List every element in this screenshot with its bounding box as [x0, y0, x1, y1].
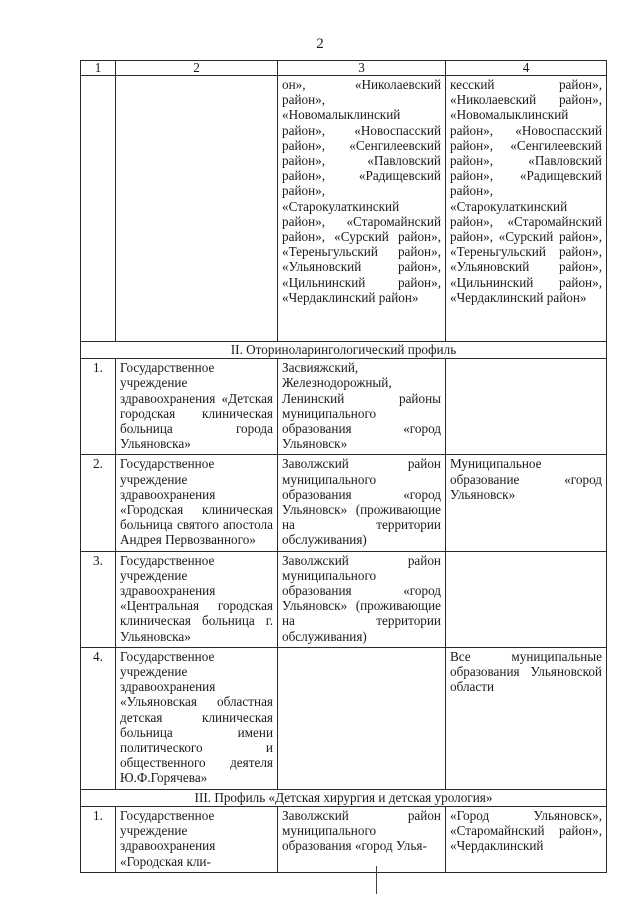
service-area-cell: Заволжский район муниципального образования «город Ульяновск» (проживающие на территории обслуживания) — [278, 551, 446, 647]
column-header: 3 — [278, 61, 446, 76]
organization-cell: Государственное учреждение здравоохранения «Городская клиническая больница святого апостола Андрея Первозванного» — [116, 455, 278, 551]
table-row — [81, 359, 607, 455]
referral-table — [80, 60, 607, 873]
organization-cell: Государственное учреждение здравоохранения «Ульяновская областная детская клиническая больница имени политического и общественного деятеля Ю.Ф.Горячева» — [116, 647, 278, 789]
table-row — [81, 806, 607, 872]
section-heading: III. Профиль «Детская хирургия и детская урология» — [81, 789, 607, 806]
table-header-row — [81, 61, 607, 76]
row-number: 2. — [81, 455, 116, 551]
additional-area-cell — [446, 359, 607, 455]
additional-area-cell: «Город Ульяновск», «Старомайнский район», «Чердаклинский — [446, 806, 607, 872]
page-number: 2 — [316, 36, 324, 52]
service-area-cell: Засвияжский, Железнодорожный, Ленинский районы муниципального образования «город Ульяновск» — [278, 359, 446, 455]
table-row — [81, 551, 607, 647]
section-heading-row — [81, 789, 607, 806]
additional-area-cell — [446, 551, 607, 647]
table-row — [81, 76, 607, 342]
organization-cell: Государственное учреждение здравоохранения «Центральная городская клиническая больница г. Ульяновска» — [116, 551, 278, 647]
section-heading-row — [81, 342, 607, 359]
row-number: 1. — [81, 806, 116, 872]
additional-area-cell: Все муниципальные образования Ульяновской области — [446, 647, 607, 789]
column-header: 1 — [81, 61, 116, 76]
table-row — [81, 455, 607, 551]
additional-area-cell: Муниципальное образование «город Ульяновск» — [446, 455, 607, 551]
service-area-cell: Заволжский район муниципального образования «город Улья- — [278, 806, 446, 872]
row-number: 4. — [81, 647, 116, 789]
row-number: 3. — [81, 551, 116, 647]
organization-cell: Государственное учреждение здравоохранения «Детская городская клиническая больница города Ульяновска» — [116, 359, 278, 455]
table-row — [81, 647, 607, 789]
row-number: 1. — [81, 359, 116, 455]
service-area-cell: он», «Николаевский район», «Новомалыклинский район», «Новоспасский район», «Сенгилеевский район», «Павловский район», «Радищевский район», «Старокулаткинский район», «Старомайнский район», «Сурский район», «Тереньгульский район», «Ульяновский район», «Цильнинский район», «Чердаклинский район» — [278, 76, 446, 342]
organization-cell — [116, 76, 278, 342]
service-area-cell — [278, 647, 446, 789]
additional-area-cell: кесский район», «Николаевский район», «Новомалыклинский район», «Новоспасский район», «Сенгилеевский район», «Павловский район», «Радищевский район», «Старокулаткинский район», «Старомайнский район», «Сурский район», «Тереньгульский район», «Ульяновский район», «Цильнинский район», «Чердаклинский район» — [446, 76, 607, 342]
organization-cell: Государственное учреждение здравоохранения «Городская кли- — [116, 806, 278, 872]
section-heading: II. Оториноларингологический профиль — [81, 342, 607, 359]
scan-mark — [376, 866, 377, 894]
service-area-cell: Заволжский район муниципального образования «город Ульяновск» (проживающие на территории обслуживания) — [278, 455, 446, 551]
column-header: 2 — [116, 61, 278, 76]
column-header: 4 — [446, 61, 607, 76]
row-number — [81, 76, 116, 342]
